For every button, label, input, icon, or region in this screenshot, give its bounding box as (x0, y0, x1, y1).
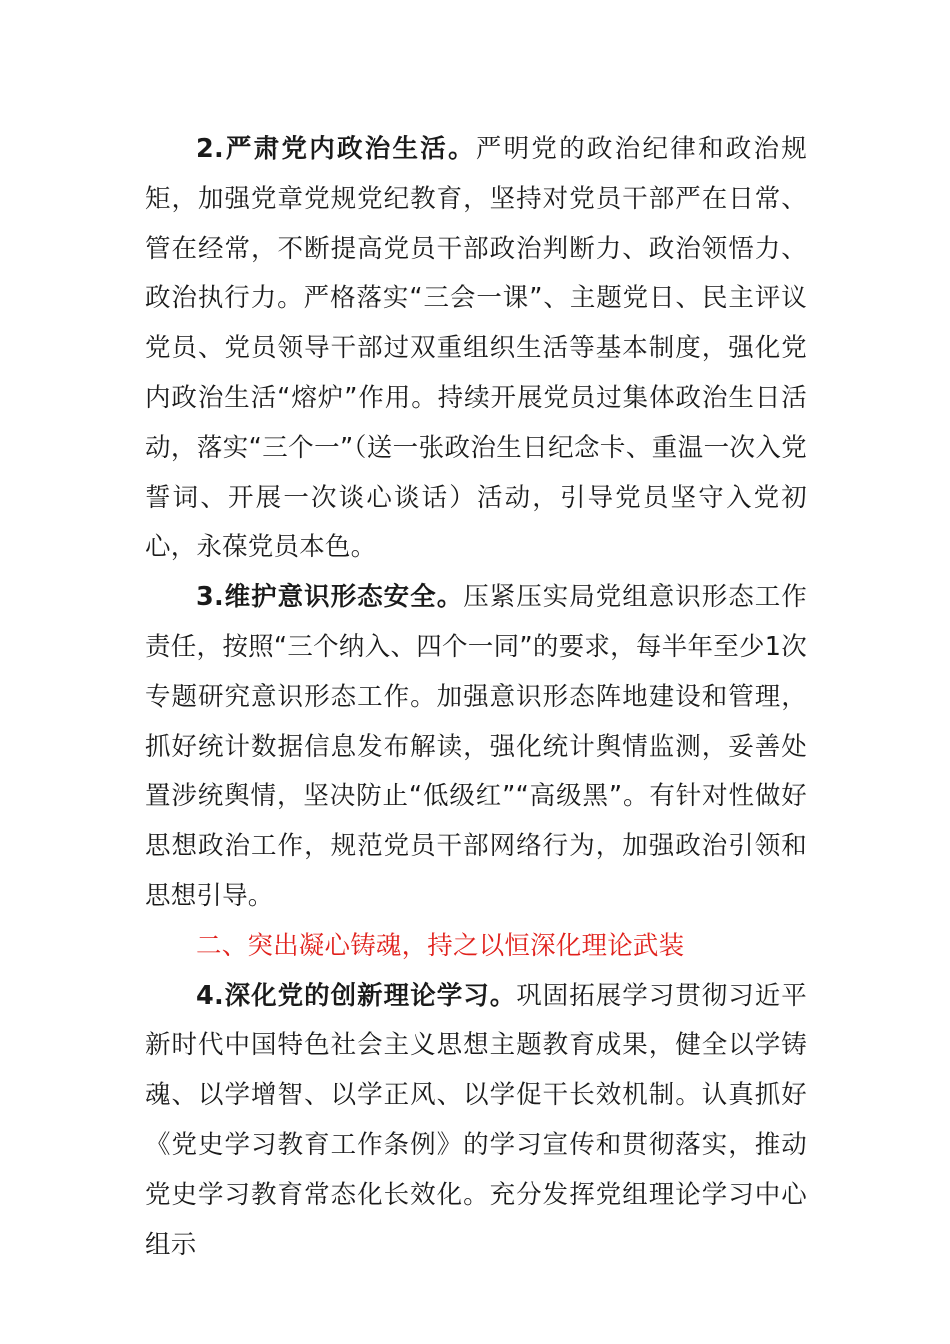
item-2-title: 2.严肃党内政治生活。 (196, 134, 476, 164)
item-4-title: 4.深化党的创新理论学习。 (196, 980, 517, 1011)
item-4-text: 巩固拓展学习贯彻习近平新时代中国特色社会主义思想主题教育成果，健全以学铸魂、以学增智、以学正风、以学促干长效机制。认真抓好《党史学习教育工作条例》的学习宣传和贯彻落实，推动党史学习教育常态化长效化。充分发挥党组理论学习中心组示 (145, 980, 808, 1260)
paragraph-item-2 (145, 125, 807, 573)
paragraph-item-3 (145, 573, 807, 922)
document-body (145, 125, 807, 1270)
item-3-title: 3.维护意识形态安全。 (196, 582, 464, 613)
item-3-text: 压紧压实局党组意识形态工作责任，按照“三个纳入、四个一同”的要求，每半年至少1次专题研究意识形态工作。加强意识形态阵地建设和管理，抓好统计数据信息发布解读，强化统计舆情监测，妥善处置涉统舆情，坚决防止“低级红”“高级黑”。有针对性做好思想政治工作，规范党员干部网络行为，加强政治引领和思想引导。 (145, 582, 807, 911)
paragraph-item-4 (145, 972, 807, 1271)
section-heading-2: 二、突出凝心铸魂，持之以恒深化理论武装 (196, 930, 685, 961)
item-2-text: 严明党的政治纪律和政治规矩，加强党章党规党纪教育，坚持对党员干部严在日常、管在经常，不断提高党员干部政治判断力、政治领悟力、政治执行力。严格落实“三会一课”、主题党日、民主评议党员、党员领导干部过双重组织生活等基本制度，强化党内政治生活“熔炉”作用。持续开展党员过集体政治生日活动，落实“三个一”（送一张政治生日纪念卡、重温一次入党誓词、开展一次谈心谈话）活动，引导党员坚守入党初心，永葆党员本色。 (145, 134, 807, 563)
